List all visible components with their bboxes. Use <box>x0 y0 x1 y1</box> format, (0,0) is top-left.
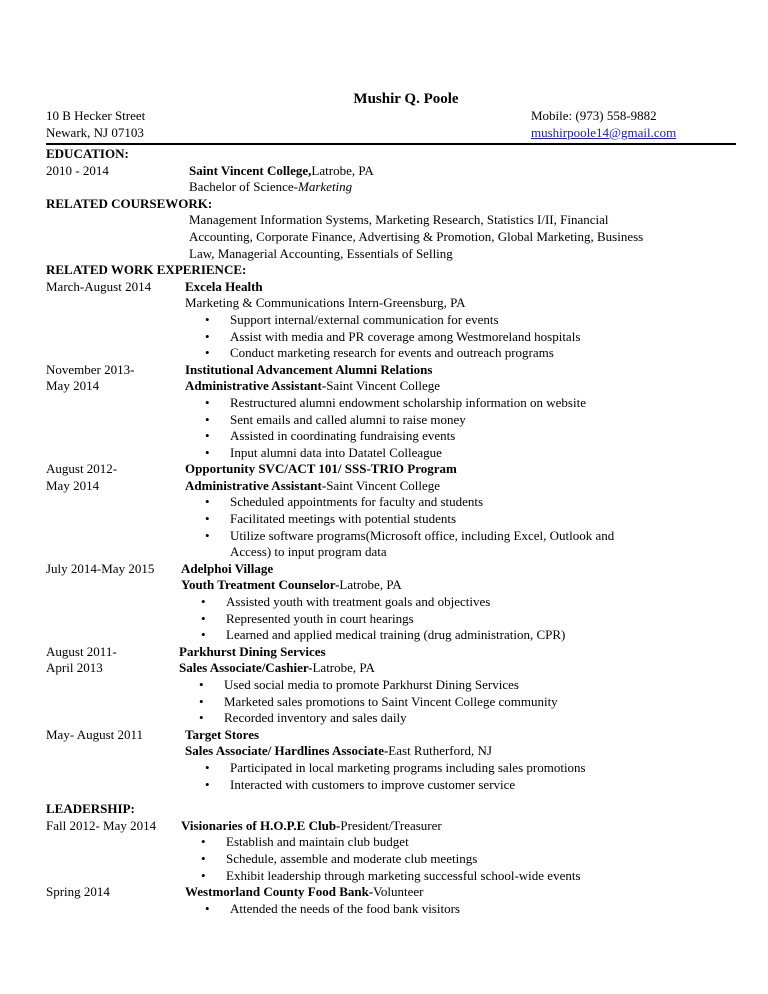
contact-info <box>531 108 676 141</box>
leadership-org: Visionaries of H.O.P.E Club- <box>181 817 341 833</box>
job-title: Administrative Assistant- <box>185 477 327 493</box>
job-dates <box>46 644 117 677</box>
job-organization: Adelphoi Village <box>181 560 274 576</box>
job-date-start: July 2014-May 2015 <box>46 560 155 576</box>
job-body <box>185 279 736 362</box>
job-body <box>185 727 736 793</box>
job-bullet: • Marketed sales promotions to Saint Vincent College community <box>179 694 639 711</box>
leadership-bullet: • Exhibit leadership through marketing successful school-wide events <box>181 868 736 885</box>
job-dates <box>46 279 151 296</box>
leadership-body <box>185 884 736 917</box>
job-bullet: • Input alumni data into Datatel Colleague <box>185 445 645 462</box>
job-body <box>181 561 736 644</box>
job-dates <box>46 561 154 578</box>
job-bullet: • Interacted with customers to improve customer service <box>185 777 645 794</box>
job-title: Youth Treatment Counselor- <box>181 577 340 593</box>
leadership-bullet: • Establish and maintain club budget <box>181 834 736 851</box>
leadership-body <box>181 818 736 884</box>
leadership-bullet-list <box>181 834 736 884</box>
job-date-start: March-August 2014 <box>46 278 152 294</box>
job-bullet-list <box>185 494 645 560</box>
job-bullet: • Recorded inventory and sales daily <box>179 710 639 727</box>
school-location: Latrobe, PA <box>311 162 374 178</box>
degree-major: Marketing <box>298 179 353 195</box>
job-title-line <box>185 478 736 495</box>
leadership-heading: LEADERSHIP: <box>46 801 135 817</box>
leadership-entries <box>46 818 736 918</box>
email-link[interactable]: mushirpoole14@gmail.com <box>531 124 677 140</box>
job-bullet: • Support internal/external communication for events <box>185 312 645 329</box>
job-title-line <box>185 378 736 395</box>
school-name: Saint Vincent College, <box>189 162 312 178</box>
address <box>46 108 145 141</box>
leadership-date: Spring 2014 <box>46 884 110 900</box>
job-bullet: • Assisted in coordinating fundraising events <box>185 428 645 445</box>
job-subtitle: Marketing & Communications Intern-Greensburg, PA <box>185 295 466 311</box>
job-location: Latrobe, PA <box>312 660 375 676</box>
job-title-line <box>185 743 736 760</box>
job-bullet: • Assisted youth with treatment goals and objectives <box>181 594 641 611</box>
job-entry <box>46 461 736 561</box>
resume-page <box>46 90 736 917</box>
job-bullet: • Represented youth in court hearings <box>181 611 641 628</box>
job-bullet: • Sent emails and called alumni to raise money <box>185 412 645 429</box>
job-dates <box>46 362 134 395</box>
job-title: Sales Associate/ Hardlines Associate- <box>185 743 389 759</box>
job-bullet: • Assist with media and PR coverage among Westmoreland hospitals <box>185 329 645 346</box>
job-location: Saint Vincent College <box>326 477 440 493</box>
job-bullet-list <box>181 594 641 644</box>
job-bullet: • Restructured alumni endowment scholarship information on website <box>185 395 645 412</box>
job-dates <box>46 727 143 744</box>
leadership-date: Fall 2012- May 2014 <box>46 817 157 833</box>
job-organization: Institutional Advancement Alumni Relations <box>185 361 433 377</box>
leadership-title-line <box>181 818 736 835</box>
leadership-role: President/Treasurer <box>340 817 442 833</box>
job-bullet: • Utilize software programs(Microsoft office, including Excel, Outlook and Access) to input program data <box>185 528 645 561</box>
job-dates <box>46 461 117 494</box>
education-dates: 2010 - 2014 <box>46 162 109 178</box>
degree-prefix: Bachelor of Science- <box>189 179 299 195</box>
job-entry <box>46 727 736 793</box>
work-heading: RELATED WORK EXPERIENCE: <box>46 262 247 278</box>
job-entry <box>46 561 736 644</box>
leadership-entry <box>46 884 736 917</box>
job-body <box>185 461 736 561</box>
job-bullet-list <box>185 312 645 362</box>
resume-name: Mushir Q. Poole <box>353 91 459 107</box>
leadership-role: Volunteer <box>373 884 424 900</box>
job-date-start: August 2012- <box>46 461 118 477</box>
job-date-end: April 2013 <box>46 660 103 676</box>
job-bullet: • Used social media to promote Parkhurst Dining Services <box>179 677 639 694</box>
job-title-line <box>179 660 736 677</box>
address-line-2: Newark, NJ 07103 <box>46 124 144 140</box>
job-title-line <box>181 577 736 594</box>
education-entry <box>46 163 736 196</box>
job-body <box>185 362 736 462</box>
job-organization: Excela Health <box>185 278 263 294</box>
job-bullet: • Conduct marketing research for events and outreach programs <box>185 345 645 362</box>
mobile-number: Mobile: (973) 558-9882 <box>531 108 657 123</box>
job-entry <box>46 362 736 462</box>
job-bullet: • Facilitated meetings with potential students <box>185 511 645 528</box>
job-bullet: • Participated in local marketing programs including sales promotions <box>185 760 645 777</box>
job-date-end: May 2014 <box>46 477 100 493</box>
job-bullet: • Scheduled appointments for faculty and students <box>185 494 645 511</box>
job-bullet-list <box>185 760 645 793</box>
contact-block <box>46 108 736 142</box>
address-line-1: 10 B Hecker Street <box>46 108 146 123</box>
job-bullet-list <box>185 395 645 461</box>
work-entries <box>46 279 736 793</box>
job-location: Latrobe, PA <box>339 577 402 593</box>
job-entry <box>46 644 736 727</box>
job-date-start: August 2011- <box>46 643 117 659</box>
leadership-entry <box>46 818 736 884</box>
leadership-bullet: • Attended the needs of the food bank visitors <box>185 901 736 918</box>
job-date-end: May 2014 <box>46 378 100 394</box>
job-bullet: • Learned and applied medical training (drug administration, CPR) <box>181 627 641 644</box>
job-bullet-list <box>179 677 639 727</box>
job-title: Administrative Assistant- <box>185 378 327 394</box>
job-organization: Opportunity SVC/ACT 101/ SSS-TRIO Program <box>185 461 457 477</box>
job-organization: Target Stores <box>185 726 260 742</box>
coursework-text: Management Information Systems, Marketing Research, Statistics I/II, Financial Accounting, Corporate Finance, Advertising & Promotion, Global Marketing, Business Law, Managerial Accounting, Essentials of Selling <box>189 212 644 261</box>
job-date-start: November 2013- <box>46 361 135 377</box>
job-location: East Rutherford, NJ <box>388 743 492 759</box>
leadership-title-line <box>185 884 736 901</box>
header-divider <box>46 143 736 145</box>
job-title: Sales Associate/Cashier- <box>179 660 313 676</box>
job-date-start: May- August 2011 <box>46 726 144 742</box>
job-location: Saint Vincent College <box>326 378 440 394</box>
job-body <box>179 644 736 727</box>
leadership-bullet: • Schedule, assemble and moderate club meetings <box>181 851 736 868</box>
leadership-org: Westmorland County Food Bank- <box>185 884 374 900</box>
education-heading: EDUCATION: <box>46 146 129 161</box>
job-organization: Parkhurst Dining Services <box>179 643 326 659</box>
leadership-bullet-list <box>185 901 736 918</box>
coursework-heading: RELATED COURSEWORK: <box>46 195 213 211</box>
job-entry <box>46 279 736 362</box>
